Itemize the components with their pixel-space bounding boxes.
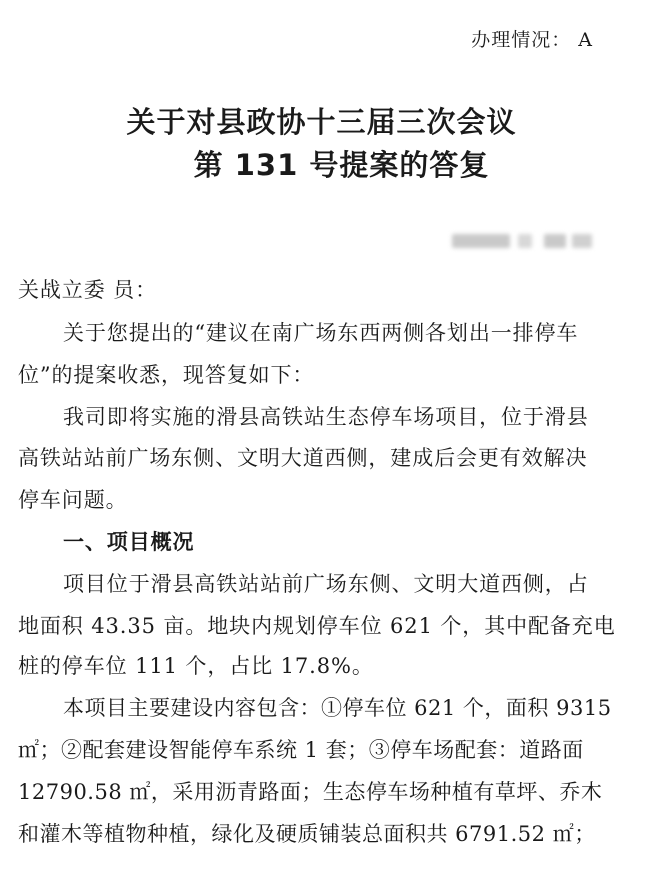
paragraph-line: 位”的提案收悉，现答复如下： — [18, 363, 315, 387]
redacted-stamp — [452, 232, 592, 250]
paragraph-line: 本项目主要建设内容包含：①停车位 621 个，面积 9315 — [63, 696, 612, 720]
paragraph-line: 地面积 43.35 亩。地块内规划停车位 621 个，其中配备充电 — [18, 614, 616, 638]
paragraph-line: 项目位于滑县高铁站站前广场东侧、文明大道西侧，占 — [63, 572, 589, 596]
paragraph-line: 关于您提出的“建议在南广场东西两侧各划出一排停车 — [63, 321, 579, 345]
paragraph-line: 和灌木等植物种植，绿化及硬质铺装总面积共 6791.52 ㎡； — [18, 822, 596, 846]
paragraph-line: 高铁站站前广场东侧、文明大道西侧，建成后会更有效解决 — [18, 446, 588, 470]
paragraph-line: 我司即将实施的滑县高铁站生态停车场项目，位于滑县 — [63, 405, 589, 429]
paragraph-line: 桩的停车位 111 个，占比 17.8%。 — [18, 654, 374, 678]
salutation: 关战立委 员： — [18, 278, 157, 302]
handling-status: 办理情况： A — [471, 29, 593, 51]
document-title-line-1: 关于对县政协十三届三次会议 — [126, 105, 517, 139]
section-heading: 一、项目概况 — [63, 530, 195, 554]
document-title-line-2: 第 131 号提案的答复 — [193, 148, 490, 182]
paragraph-line: ㎡；②配套建设智能停车系统 1 套；③停车场配套：道路面 — [18, 738, 584, 762]
paragraph-line: 12790.58 ㎡，采用沥青路面；生态停车场种植有草坪、乔木 — [18, 780, 603, 804]
paragraph-line: 停车问题。 — [18, 488, 128, 512]
